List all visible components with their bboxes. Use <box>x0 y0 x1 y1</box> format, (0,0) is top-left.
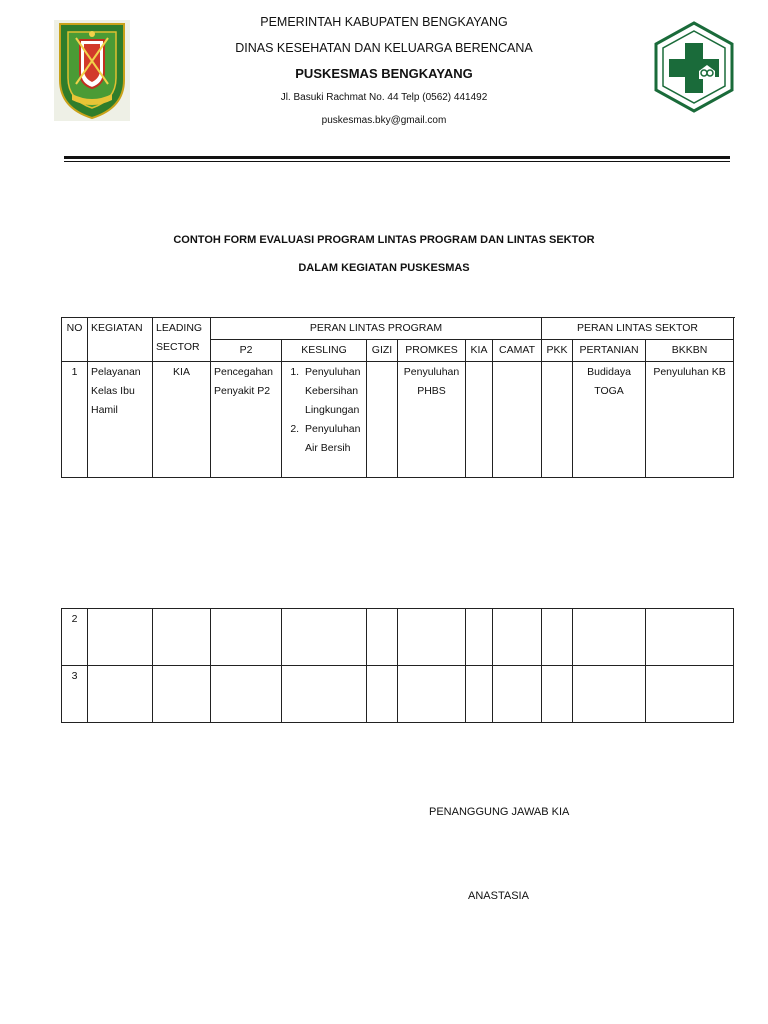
header-no: NO <box>62 318 88 362</box>
table-header-row <box>62 318 734 340</box>
table-cell <box>493 666 542 723</box>
row1-pertanian-line: Budidaya <box>587 366 631 378</box>
row1-promkes <box>398 362 466 478</box>
table-cell <box>153 666 211 723</box>
table-cell <box>367 666 398 723</box>
row1-promkes-line: PHBS <box>417 385 446 397</box>
table-cell <box>88 666 153 723</box>
row1-kesling <box>282 362 367 478</box>
row1-p2-line: Penyakit P2 <box>214 385 271 397</box>
table-cell <box>282 609 367 666</box>
header-kegiatan: KEGIATAN <box>88 318 153 362</box>
kesling-list <box>285 363 363 458</box>
header-line-government: PEMERINTAH KABUPATEN BENGKAYANG <box>260 15 508 29</box>
row1-camat <box>493 362 542 478</box>
kesling-item-line: 1. Penyuluhan <box>305 366 361 378</box>
row1-kegiatan <box>88 362 153 478</box>
table-cell <box>542 666 573 723</box>
table-cell <box>211 666 282 723</box>
letterhead-rule-thin <box>64 161 730 162</box>
form-title: CONTOH FORM EVALUASI PROGRAM LINTAS PROGRAM DAN LINTAS SEKTOR <box>173 234 595 246</box>
kesling-item <box>302 363 363 420</box>
table-cell <box>282 666 367 723</box>
header-leading-sector <box>153 318 211 362</box>
evaluation-table <box>61 317 734 478</box>
row1-pertanian-line: TOGA <box>594 385 624 397</box>
table-cell <box>542 609 573 666</box>
header-address: Jl. Basuki Rachmat No. 44 Telp (0562) 441492 <box>280 92 488 103</box>
row1-gizi <box>367 362 398 478</box>
row1-bkkbn: Penyuluhan KB <box>646 362 734 478</box>
signature-name: ANASTASIA <box>468 890 529 902</box>
table-cell <box>573 609 646 666</box>
kesling-item-line: 2. Penyuluhan <box>305 423 361 435</box>
table-cell <box>211 609 282 666</box>
row3-no: 3 <box>62 666 88 723</box>
row1-leading-sector: KIA <box>153 362 211 478</box>
table-cell <box>398 666 466 723</box>
signature-label: PENANGGUNG JAWAB KIA <box>429 806 570 818</box>
header-peran-lintas-program: PERAN LINTAS PROGRAM <box>211 318 542 340</box>
header-kesling: KESLING <box>282 340 367 362</box>
table-cell <box>646 609 734 666</box>
header-leading-label: LEADING <box>156 322 203 334</box>
header-peran-lintas-sektor: PERAN LINTAS SEKTOR <box>542 318 734 340</box>
row1-kia <box>466 362 493 478</box>
table-row <box>62 666 734 723</box>
row1-p2-line: Pencegahan <box>214 366 273 378</box>
header-bkkbn: BKKBN <box>646 340 734 362</box>
table-cell <box>573 666 646 723</box>
row1-pertanian <box>573 362 646 478</box>
header-gizi: GIZI <box>367 340 398 362</box>
kesling-item-line: Lingkungan <box>305 404 360 416</box>
row1-pkk <box>542 362 573 478</box>
kesling-item <box>302 420 363 458</box>
table-cell <box>153 609 211 666</box>
row1-kegiatan-line: Kelas Ibu <box>91 385 135 397</box>
row1-kegiatan-line: Pelayanan <box>91 366 141 378</box>
header-pkk: PKK <box>542 340 573 362</box>
table-cell <box>466 609 493 666</box>
header-p2: P2 <box>211 340 282 362</box>
row1-p2 <box>211 362 282 478</box>
header-kia: KIA <box>466 340 493 362</box>
table-cell <box>466 666 493 723</box>
kesling-item-line: Air Bersih <box>305 442 351 454</box>
table-row <box>62 609 734 666</box>
header-pertanian: PERTANIAN <box>573 340 646 362</box>
header-promkes: PROMKES <box>398 340 466 362</box>
header-line-puskesmas: PUSKESMAS BENGKAYANG <box>295 66 473 81</box>
row2-no: 2 <box>62 609 88 666</box>
table-row <box>62 362 734 478</box>
table-cell <box>367 609 398 666</box>
table-cell <box>398 609 466 666</box>
table-cell <box>646 666 734 723</box>
header-camat: CAMAT <box>493 340 542 362</box>
form-subtitle: DALAM KEGIATAN PUSKESMAS <box>298 262 470 274</box>
header-sector-label: SECTOR <box>156 341 200 353</box>
header-email: puskesmas.bky@gmail.com <box>321 115 447 126</box>
row1-promkes-line: Penyuluhan <box>403 366 460 378</box>
row1-no: 1 <box>62 362 88 478</box>
row1-kegiatan-line: Hamil <box>91 404 118 416</box>
letterhead-rule-thick <box>64 156 730 159</box>
kesling-item-line: Kebersihan <box>305 385 359 397</box>
header-line-department: DINAS KESEHATAN DAN KELUARGA BERENCANA <box>235 41 533 55</box>
table-cell <box>493 609 542 666</box>
evaluation-table-continued <box>61 608 734 723</box>
table-cell <box>88 609 153 666</box>
